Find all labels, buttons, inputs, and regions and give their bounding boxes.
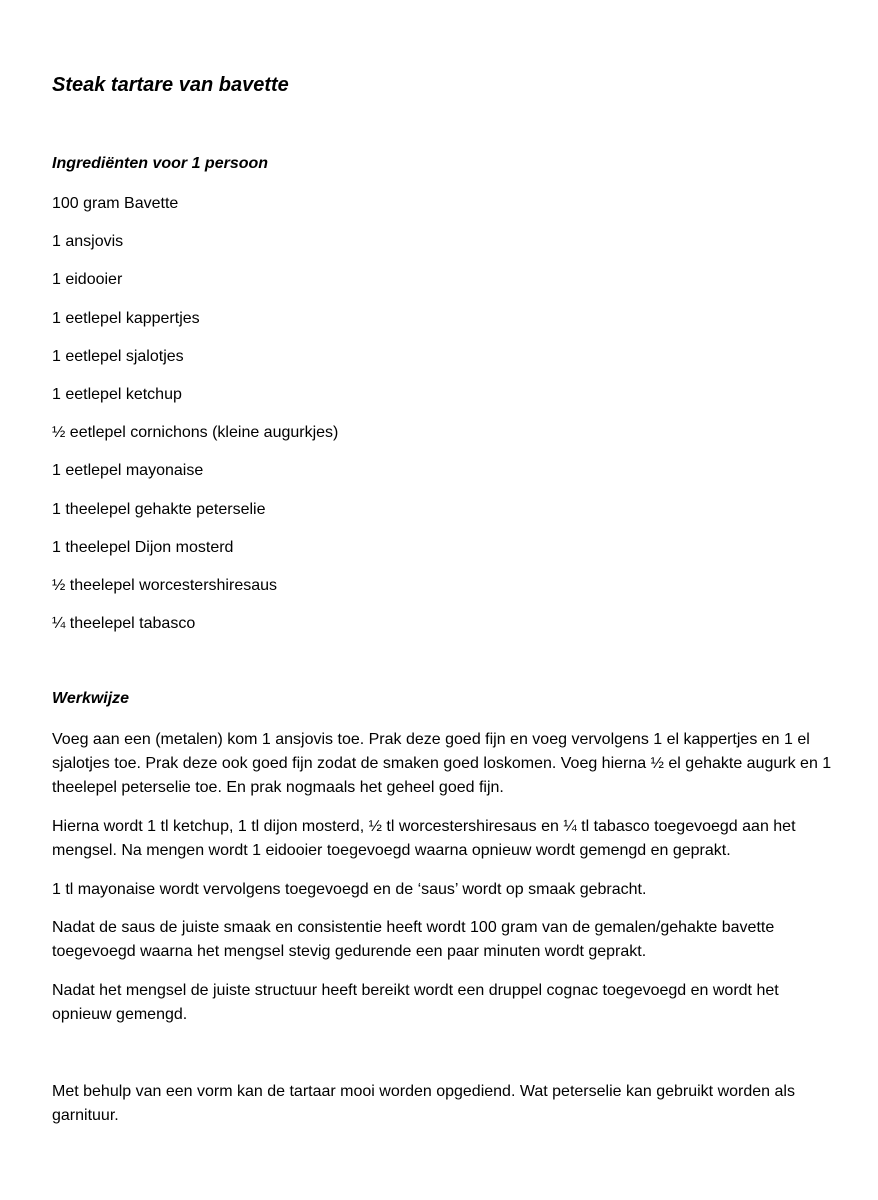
- ingredient-item: 100 gram Bavette: [52, 195, 179, 212]
- method-paragraph: Hierna wordt 1 tl ketchup, 1 tl dijon mosterd, ½ tl worcestershiresaus en ¼ tl tabasco toegevoegd aan het mengsel. Na mengen wordt 1 eidooier toegevoegd waarna opnieuw wordt gemengd en geprakt.: [52, 818, 796, 859]
- ingredient-item: ½ eetlepel cornichons (kleine augurkjes): [52, 424, 339, 442]
- method-paragraph: Met behulp van een vorm kan de tartaar mooi worden opgediend. Wat peterselie kan gebruikt worden als garnituur.: [52, 1083, 795, 1124]
- method-paragraph: 1 tl mayonaise wordt vervolgens toegevoegd en de ‘saus’ wordt op smaak gebracht.: [52, 881, 647, 898]
- ingredient-item: ¼ theelepel tabasco: [52, 615, 196, 633]
- method-paragraph: Voeg aan een (metalen) kom 1 ansjovis toe. Prak deze goed fijn en voeg vervolgens 1 el kappertjes en 1 el sjalotjes toe. Prak deze ook goed fijn zodat de smaken goed loskomen. Voeg hierna ½ el gehakte augurk en 1 theelepel peterselie toe. En prak nogmaals het geheel goed fijn.: [52, 731, 832, 796]
- method-heading: Werkwijze: [52, 690, 130, 707]
- ingredient-item: 1 eetlepel ketchup: [52, 385, 182, 403]
- ingredient-item: 1 theelepel gehakte peterselie: [52, 500, 266, 518]
- ingredient-item: 1 eetlepel sjalotjes: [52, 347, 184, 365]
- ingredient-item: ½ theelepel worcestershiresaus: [52, 576, 278, 594]
- method-paragraph: Nadat de saus de juiste smaak en consistentie heeft wordt 100 gram van de gemalen/gehakte bavette toegevoegd waarna het mengsel stevig gedurende een paar minuten wordt geprakt.: [52, 919, 775, 960]
- ingredient-item: 1 eetlepel kappertjes: [52, 309, 200, 327]
- recipe-title: Steak tartare van bavette: [52, 74, 289, 96]
- ingredient-item: 1 theelepel Dijon mosterd: [52, 538, 234, 556]
- ingredients-list: [52, 192, 338, 650]
- ingredients-heading: Ingrediënten voor 1 persoon: [52, 155, 269, 172]
- ingredient-item: 1 ansjovis: [52, 233, 124, 251]
- ingredient-item: 1 eidooier: [52, 271, 123, 289]
- method-paragraph: Nadat het mengsel de juiste structuur heeft bereikt wordt een druppel cognac toegevoegd en wordt het opnieuw gemengd.: [52, 982, 779, 1023]
- ingredient-item: 1 eetlepel mayonaise: [52, 462, 204, 480]
